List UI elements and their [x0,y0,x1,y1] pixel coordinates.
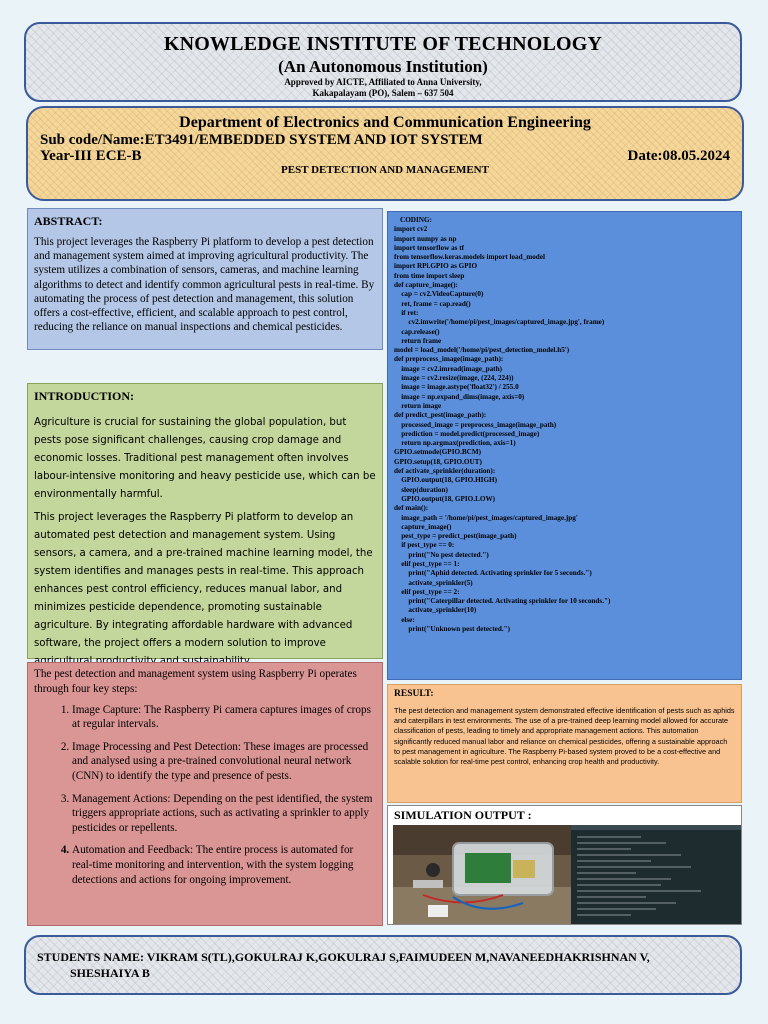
code-line: processed_image = preprocess_image(image_path) [394,420,557,429]
code-line: activate_sprinkler(5) [394,578,473,587]
code-line: ret, frame = cap.read() [394,299,471,308]
department-name: Department of Electronics and Communication Engineering [179,114,591,131]
year-label: Year-III ECE-B [40,148,142,164]
date-label: Date:08.05.2024 [627,148,730,164]
introduction-section [27,383,383,659]
code-line: cap.release() [394,327,440,336]
code-line: elif pest_type == 2: [394,587,460,596]
code-block [394,225,735,634]
coding-section [387,211,742,680]
autonomous-label: (An Autonomous Institution) [278,57,488,76]
code-line: model = load_model('/home/pi/pest_detection_model.h5') [394,346,570,355]
result-heading: RESULT: [394,689,434,699]
subject-name: Sub code/Name:ET3491/EMBEDDED SYSTEM AND IOT SYSTEM [40,132,483,148]
abstract-text: This project leverages the Raspberry Pi platform to develop a pest detection and management system aimed at improving agricultural productivity. The system utilizes a combination of sensors, cameras, and machine learning algorithms to detect and identify common agricultural pests in real-time. By automating the process of pest detection and management, this solution offers a cost-effective, efficient, and scalable approach to pest control, reducing the reliance on manual inspections and chemical pesticides. [34,236,375,334]
terminal-screenshot [571,825,741,924]
students-footer [24,935,742,995]
step-item: 1. Image Capture: The Raspberry Pi camera captures images of crops at regular intervals. [72,703,376,732]
code-line: GPIO.output(18, GPIO.LOW) [394,494,496,503]
code-line: return image [394,401,442,410]
code-line: from time import sleep [394,271,465,280]
code-line: elif pest_type == 1: [394,559,460,568]
code-line: print("Unknown pest detected.") [394,625,510,634]
simulation-section [387,805,742,925]
code-line: import numpy as np [394,234,457,243]
code-line: print("Caterpillar detected. Activating sprinkler for 10 seconds.") [394,597,611,606]
working-steps-section [27,662,383,926]
code-line: sleep(duration) [394,485,448,494]
simulation-heading: SIMULATION OUTPUT : [394,808,532,822]
code-line: GPIO.setup(18, GPIO.OUT) [394,457,482,466]
code-line: def activate_sprinkler(duration): [394,467,496,476]
code-line: from tensorflow.keras.models import load_model [394,253,545,262]
institute-name: KNOWLEDGE INSTITUTE OF TECHNOLOGY [163,33,603,55]
code-line: import cv2 [394,225,428,234]
hardware-photo [393,825,571,924]
code-line: pest_type = predict_pest(image_path) [394,532,517,541]
project-title: PEST DETECTION AND MANAGEMENT [281,164,489,176]
introduction-paragraph-1: Agriculture is crucial for sustaining the global population, but pests pose significant challenges, causing crop damage and economic losses. Traditional pest management often involves labour-intensive monitoring and heavy pesticide use, which can be environmentally harmful. [34,417,376,500]
coding-heading: CODING: [400,216,432,224]
code-line: import RPi.GPIO as GPIO [394,262,478,271]
code-line: def predict_pest(image_path): [394,411,487,420]
step-item: 4. Automation and Feedback: The entire process is automated for real-time monitoring and intervention, with the system logging detections and actions for ongoing improvement. [72,843,376,887]
steps-list [34,703,376,888]
code-line: else: [394,615,415,624]
code-line: image = image.astype('float32') / 255.0 [394,383,519,392]
code-line: GPIO.output(18, GPIO.HIGH) [394,476,498,485]
code-line: capture_image() [394,522,452,531]
code-line: image = cv2.resize(image, (224, 224)) [394,374,514,383]
code-line: def preprocess_image(image_path): [394,355,504,364]
code-line: cap = cv2.VideoCapture(0) [394,290,484,299]
code-line: activate_sprinkler(10) [394,606,477,615]
steps-intro: The pest detection and management system using Raspberry Pi operates through four key steps: [34,668,357,695]
students-line-2: SHESHAIYA B [70,966,150,980]
step-item: 3. Management Actions: Depending on the pest identified, the system triggers appropriate actions, such as activating a sprinkler to apply pesticides or repellents. [72,792,376,836]
code-line: def capture_image(): [394,281,458,290]
step-item: 2. Image Processing and Pest Detection: These images are processed and analysed using a pre-trained convolutional neural network (CNN) to identify the type and presence of pests. [72,740,376,784]
department-header [26,106,744,201]
code-line: image = np.expand_dims(image, axis=0) [394,392,525,401]
code-line: def main(): [394,504,429,513]
code-line: return np.argmax(prediction, axis=1) [394,439,516,448]
abstract-section [27,208,383,350]
code-line: if pest_type == 0: [394,541,455,550]
code-line: prediction = model.predict(processed_image) [394,429,540,438]
approval-text: Approved by AICTE, Affiliated to Anna University, [284,77,482,87]
code-line: cv2.imwrite('/home/pi/pest_images/captured_image.jpg', frame) [394,318,605,327]
introduction-paragraph-2: This project leverages the Raspberry Pi platform to develop an automated pest detection and management system. Using sensors, a camera, and a pre-trained machine learning model, the system identifies and manages pests in real-time. This approach enhances pest control efficiency, reduces manual labor, and minimizes pesticide dependence, promoting sustainable agriculture. By integrating affordable hardware with advanced software, the project offers a modern solution to improve [34,512,373,649]
result-section [387,684,742,803]
code-line: print("Aphid detected. Activating sprinkler for 5 seconds.") [394,569,592,578]
code-line: import tensorflow as tf [394,243,465,252]
institute-header [24,22,742,102]
introduction-heading: INTRODUCTION: [34,389,135,403]
code-line: print("No pest detected.") [394,550,489,559]
code-line: image = cv2.imread(image_path) [394,364,502,373]
address-text: Kakapalayam (PO), Salem – 637 504 [312,88,454,98]
result-text: The pest detection and management system demonstrated effective identification of pests such as aphids and caterpillars in test environments. The use of a pre-trained deep learning model allowed for accurate classification of pests, leading to timely and appropriate management actions. This automation significantly reduced manual labor and reliance on chemical pesticides, offering a sustainable approach to pest management in agriculture. The Raspberry Pi-based system proved to be a cost-effective and scalable solution for real-time pest control, enhancing crop health and productivity. [394,706,735,767]
abstract-heading: ABSTRACT: [34,214,103,228]
code-line: return frame [394,336,442,345]
students-names [37,949,727,981]
students-line-1: STUDENTS NAME: VIKRAM S(TL),GOKULRAJ K,GOKULRAJ S,FAIMUDEEN M,NAVANEEDHAKRISHNAN V, [37,950,650,964]
code-line: if ret: [394,308,419,317]
code-line: GPIO.setmode(GPIO.BCM) [394,448,482,457]
code-line: image_path = '/home/pi/pest_images/captured_image.jpg' [394,513,578,522]
